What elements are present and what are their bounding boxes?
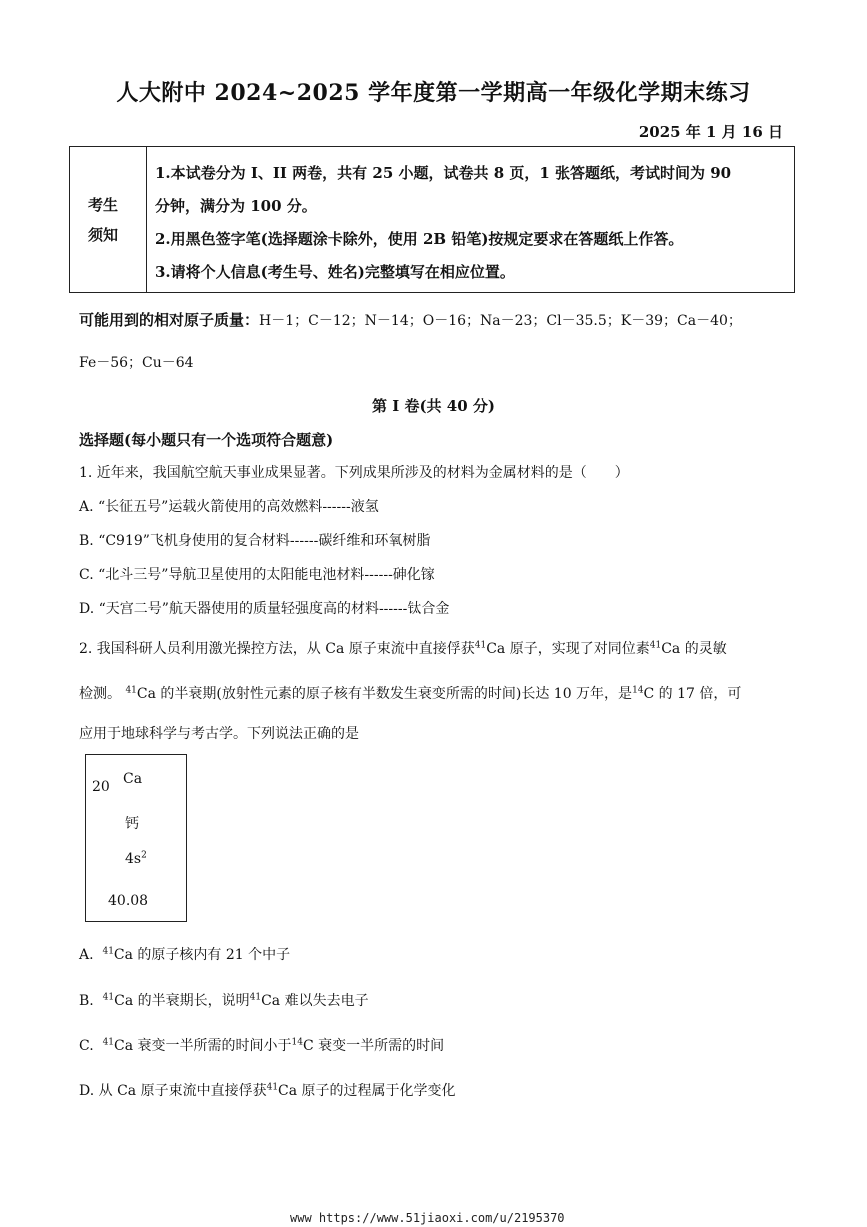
question-2-option-b: B. $^{41}$Ca 的半衰期长，说明$^{41}$Ca 难以失去电子 [79,992,369,1009]
notice-item: 3.请将个人信息(考生号、姓名)完整填写在相应位置。 [155,263,515,281]
section-subtitle: 选择题(每小题只有一个选项符合题意) [79,431,334,449]
question-1-option-d: D. “天宫二号”航天器使用的质量轻强度高的材料------钛合金 [79,601,450,617]
notice-item: 1.本试卷分为 I、II 两卷，共有 25 小题，试卷共 8 页，1 张答题纸，考试时间为 90 [155,164,732,182]
footer-url[interactable]: www https://www.51jiaoxi.com/u/2195370 [290,1211,565,1225]
notice-label-cell [70,147,147,292]
question-2-line-1: 2. 我国科研人员利用激光操控方法，从 Ca 原子束流中直接俘获$^{41}$Ca 原子，实现了对同位素$^{41}$Ca 的灵敏 [79,640,727,657]
question-1-option-b: B. “C919”飞机身使用的复合材料------碳纤维和环氧树脂 [79,533,431,549]
question-2-line-2: 检测。 $^{41}$Ca 的半衰期(放射性元素的原子核有半数发生衰变所需的时间)长达 10 万年，是$^{14}$C 的 17 倍，可 [79,685,742,702]
element-name: 钙 [125,816,139,832]
question-2-line-3: 应用于地球科学与考古学。下列说法正确的是 [79,726,359,742]
element-symbol: Ca [123,771,143,787]
section-title: 第 I 卷(共 40 分) [372,397,495,415]
question-2-option-c: C. $^{41}$Ca 衰变一半所需的时间小于$^{14}$C 衰变一半所需的时间 [79,1037,445,1054]
atomic-mass-label: 可能用到的相对原子质量： [79,311,260,329]
page-title: 人大附中 2024~2025 学年度第一学期高一年级化学期末练习 [116,80,751,106]
atomic-mass-values: H－1；C－12；N－14；O－16；Na－23；Cl－35.5；K－39；Ca－40； [259,313,742,329]
question-2-option-d: D. 从 Ca 原子束流中直接俘获$^{41}$Ca 原子的过程属于化学变化 [79,1082,456,1099]
notice-item: 分钟，满分为 100 分。 [155,197,317,215]
notice-label: 考生须知 [88,195,119,244]
exam-date: 2025 年 1 月 16 日 [638,123,783,141]
notice-box [69,146,795,293]
question-1-option-a: A. “长征五号”运载火箭使用的高效燃料------液氢 [79,499,379,515]
atomic-mass-line-2: Fe－56；Cu－64 [79,355,194,371]
electron-config: $4s^2$ [125,850,147,867]
atomic-mass: 40.08 [108,893,149,909]
calcium-element-card [85,754,187,922]
notice-item: 2.用黑色签字笔(选择题涂卡除外，使用 2B 铅笔)按规定要求在答题纸上作答。 [155,230,684,248]
question-1-stem: 1. 近年来，我国航空航天事业成果显著。下列成果所涉及的材料为金属材料的是（ ） [79,465,629,481]
notice-items [155,157,785,289]
question-2-option-a: A. $^{41}$Ca 的原子核内有 21 个中子 [79,946,291,963]
question-1-option-c: C. “北斗三号”导航卫星使用的太阳能电池材料------砷化镓 [79,567,435,583]
atomic-mass-line-1 [79,309,742,330]
atomic-number: 20 [92,779,110,795]
